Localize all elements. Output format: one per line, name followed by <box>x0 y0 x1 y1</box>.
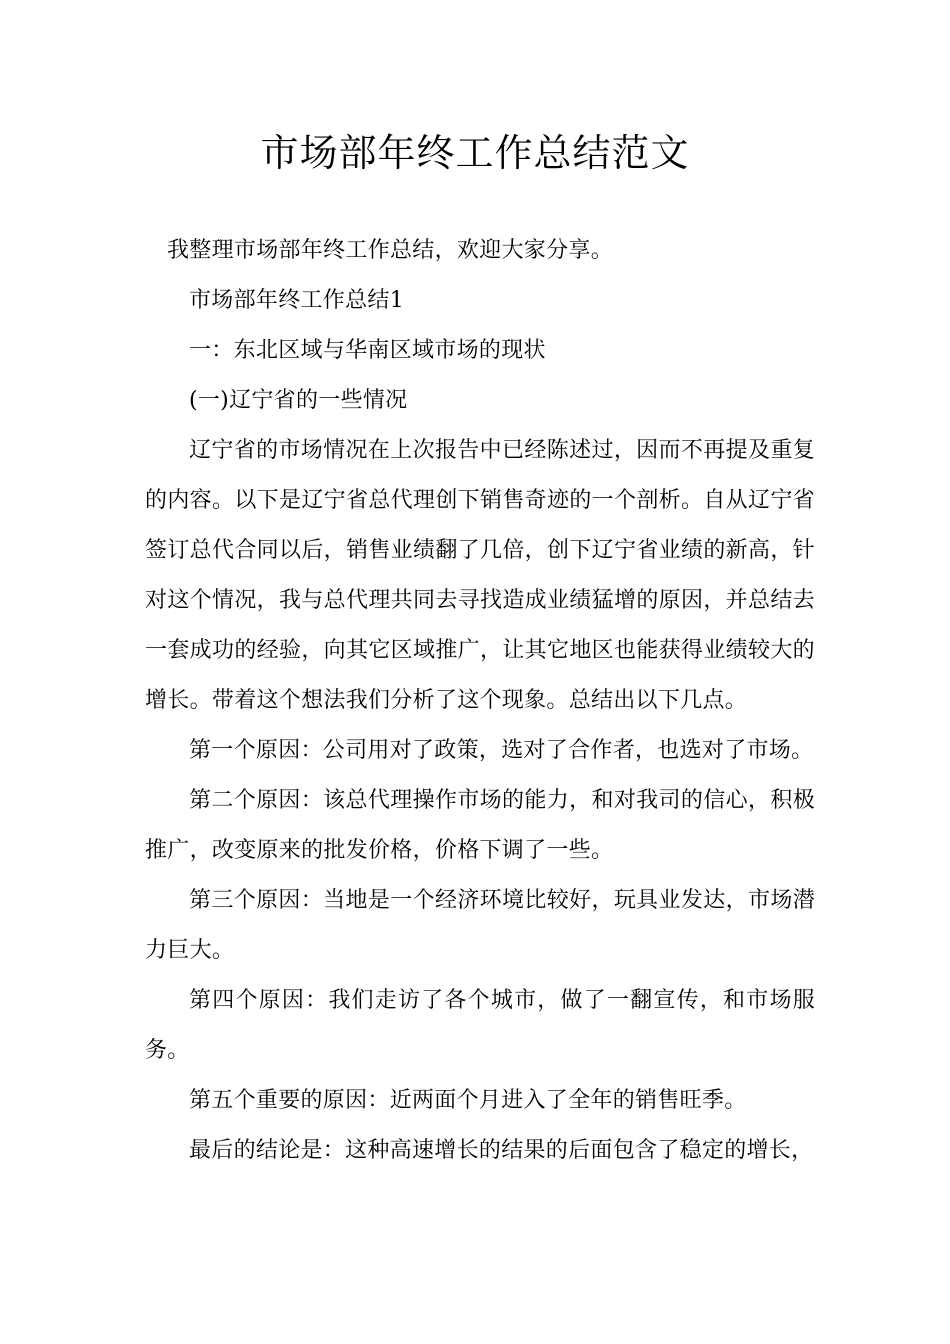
paragraph-reason-3: 第三个原因：当地是一个经济环境比较好，玩具业发达，市场潜力巨大。 <box>145 888 815 963</box>
document-body <box>145 226 815 1176</box>
paragraph-section-title: 市场部年终工作总结1 <box>189 288 404 313</box>
paragraph-reason-1: 第一个原因：公司用对了政策，选对了合作者，也选对了市场。 <box>189 738 814 763</box>
paragraph-heading-1: 一：东北区域与华南区域市场的现状 <box>189 338 546 363</box>
paragraph-body: 辽宁省的市场情况在上次报告中已经陈述过，因而不再提及重复的内容。以下是辽宁省总代理创下销售奇迹的一个剖析。自从辽宁省签订总代合同以后，销售业绩翻了几倍，创下辽宁省业绩的新高，针对这个情况，我与总代理共同去寻找造成业绩猛增的原因，并总结去一套成功的经验，向其它区域推广，让其它地区也能获得业绩较大的增长。带着这个想法我们分析了这个现象。总结出以下几点。 <box>145 438 815 713</box>
paragraph-intro: 我整理市场部年终工作总结，欢迎大家分享。 <box>167 238 614 263</box>
paragraph-subheading-1: (一)辽宁省的一些情况 <box>189 388 408 413</box>
document-title: 市场部年终工作总结范文 <box>260 131 690 175</box>
paragraph-reason-4: 第四个原因：我们走访了各个城市，做了一翻宣传，和市场服务。 <box>145 988 815 1063</box>
paragraph-conclusion: 最后的结论是：这种高速增长的结果的后面包含了稳定的增长， <box>189 1138 814 1163</box>
paragraph-reason-2: 第二个原因：该总代理操作市场的能力，和对我司的信心，积极推广，改变原来的批发价格，价格下调了一些。 <box>145 788 815 863</box>
paragraph-reason-5: 第五个重要的原因：近两面个月进入了全年的销售旺季。 <box>189 1088 747 1113</box>
